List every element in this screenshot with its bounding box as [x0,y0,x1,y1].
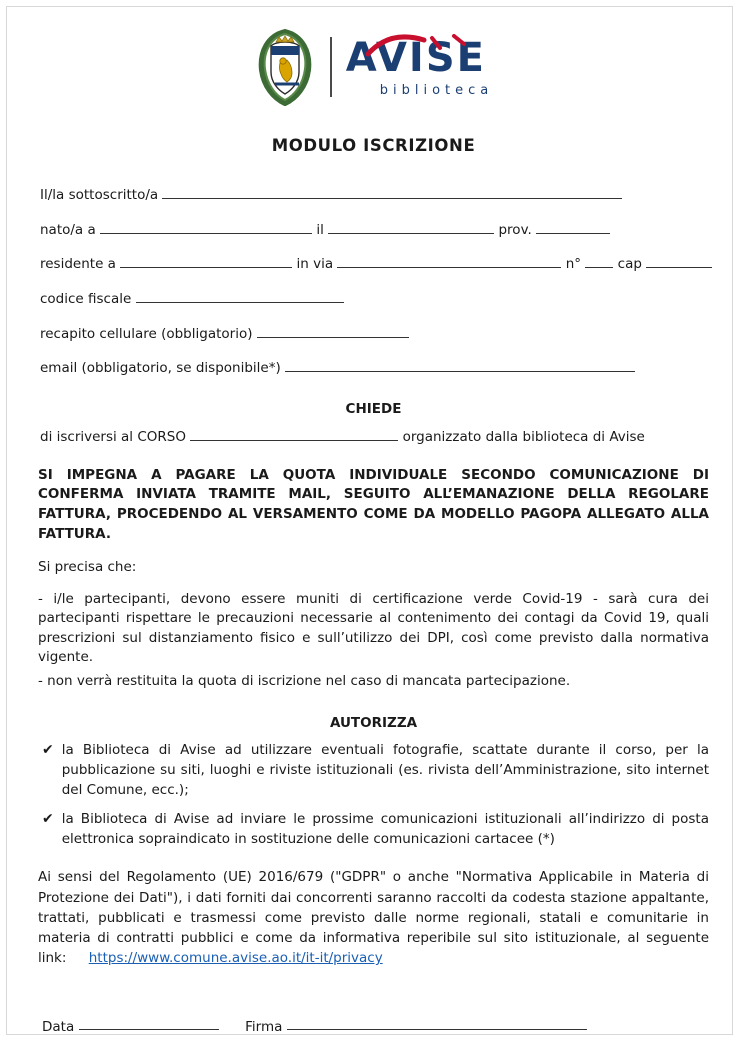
field-label-cap: cap [617,256,642,273]
precisazione-item-1: - i/le partecipanti, devono essere muniti di certificazione verde Covid-19 - sarà cura dei partecipanti rispettare le precauzioni necessarie al contenimento dei contagi da Covid 19, quali prescrizioni sul distanziamento fisico e sull’utilizzo dei DPI, così come previsto dalla normativa vigente. [38,590,709,666]
blank-line[interactable] [190,427,398,441]
field-email [40,358,709,377]
list-item [38,810,709,849]
blank-line[interactable] [257,324,409,338]
blank-line[interactable] [337,254,561,268]
field-suffix: organizzato dalla biblioteca di Avise [402,428,645,445]
check-icon: ✔ [42,742,54,759]
blank-line[interactable] [120,254,292,268]
list-item [38,741,709,800]
date-blank-line[interactable] [79,1017,219,1031]
field-label: email (obbligatorio, se disponibile*) [40,360,281,377]
precisazione-intro: Si precisa che: [38,559,137,576]
field-label-il: il [316,221,324,238]
field-corso [40,427,709,446]
field-codice-fiscale [40,289,709,308]
blank-line[interactable] [328,220,494,234]
comune-crest-icon [254,28,316,106]
field-label: codice fiscale [40,290,132,307]
field-label-via: in via [296,256,334,273]
logo-title [345,34,486,81]
authorization-list [38,741,709,849]
field-label-prov: prov. [498,221,532,238]
logo-subtitle: biblioteca [379,82,494,98]
privacy-text: Ai sensi del Regolamento (UE) 2016/679 ("GDPR" o anche "Normativa Applicabile in Materia di Protezione dei Dati"), i dati forniti dai concorrenti saranno raccolti da codesta stazione appaltante, trattati, pubblicati e trasmessi come previsto dalle norme regionali, statali e comunitarie in materia di contratti pubblici e come da informativa reperibile sul sito istituzionale, al seguente link: [38,869,709,967]
logo-wordmark-text: AVISE [345,34,486,81]
section-heading-autorizza: AUTORIZZA [329,715,418,732]
field-residente [40,254,709,273]
privacy-link[interactable]: https://www.comune.avise.ao.it/it-it/privacy [88,950,383,967]
payment-commitment-text: SI IMPEGNA A PAGARE LA QUOTA INDIVIDUALE SECONDO COMUNICAZIONE DI CONFERMA INVIATA TRAMITE MAIL, SEGUITO ALL’EMANAZIONE DELLA REGOLARE FATTURA, PROCEDENDO AL VERSAMENTO COME DA MODELLO PAGOPA ALLEGATO ALLA FATTURA. [38,466,709,542]
field-sottoscritto [40,185,709,204]
blank-line[interactable] [536,220,610,234]
blank-line[interactable] [585,254,613,268]
field-label: residente a [40,256,116,273]
date-label: Data [42,1018,75,1035]
field-label-civico: n° [565,256,582,273]
logo-divider [330,37,332,97]
logo-header [38,20,709,110]
blank-line[interactable] [162,185,622,199]
field-label: recapito cellulare (obbligatorio) [40,325,253,342]
blank-line[interactable] [100,220,312,234]
field-cellulare [40,324,709,343]
privacy-notice [38,867,709,968]
blank-line[interactable] [136,289,344,303]
signature-blank-line[interactable] [287,1017,587,1031]
section-heading-chiede: CHIEDE [345,401,402,418]
field-label: nato/a a [40,221,96,238]
logo-wordmark [345,34,494,98]
precisazione-item-2: - non verrà restituita la quota di iscrizione nel caso di mancata partecipazione. [38,672,571,689]
blank-line[interactable] [646,254,712,268]
signature-row [38,1017,709,1035]
blank-line[interactable] [285,358,635,372]
check-icon: ✔ [42,811,54,828]
list-item-label: la Biblioteca di Avise ad utilizzare eventuali fotografie, scattate durante il corso, per la pubblicazione su siti, luoghi e riviste istituzionali (es. rivista dell’Amministrazione, sito internet del Comune, ecc.); [61,742,709,798]
field-label: Il/la sottoscritto/a [40,186,159,203]
signature-label: Firma [245,1018,283,1035]
field-label: di iscriversi al CORSO [40,428,186,445]
page-title: MODULO ISCRIZIONE [271,136,476,155]
list-item-label: la Biblioteca di Avise ad inviare le prossime comunicazioni istituzionali all’indirizzo di posta elettronica sopraindicato in sostituzione delle comunicazioni cartacee (*) [61,811,709,847]
field-nato-a [40,220,709,239]
